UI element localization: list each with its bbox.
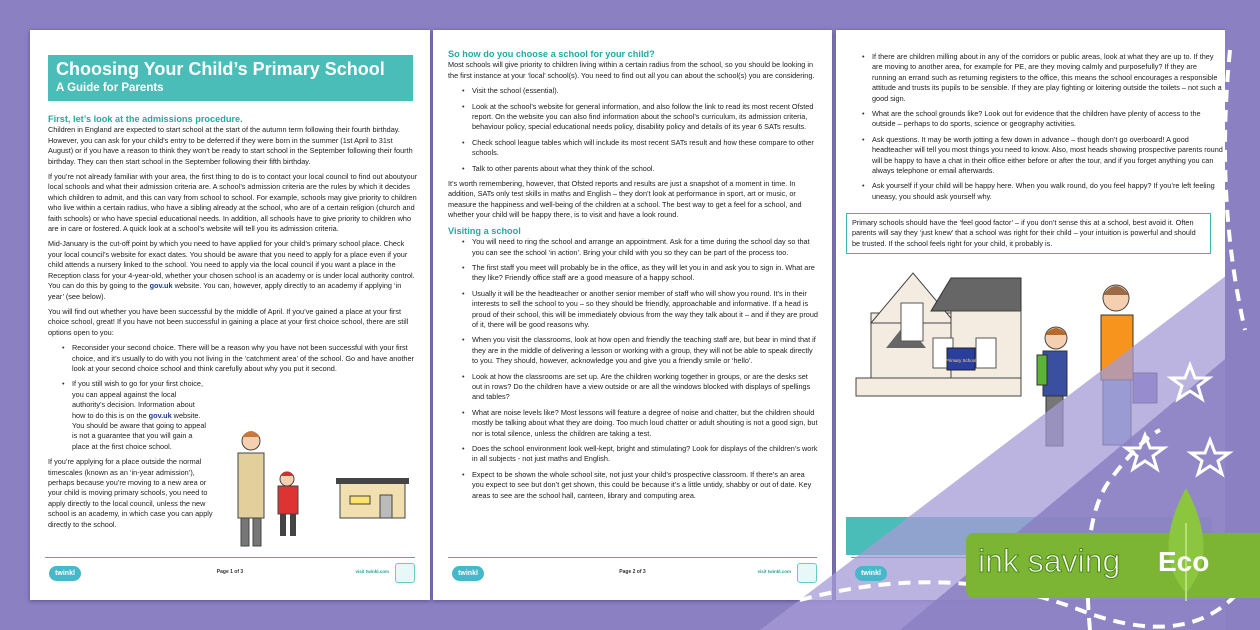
list-item: • Ask yourself if your child will be happy here. When you walk round, do you feel happy? If you’re left feeling uneasy, you should ask yourself why. (862, 181, 1223, 202)
paragraph: Children in England are expected to start school at the start of the autumn term following their fourth birthday. However, you can ask for your child’s entry to be deferred if they were born in the summer (1st April to 31st August) or if you have a reason to think they won’t be ready to start school in the September following their fourth birthday. They can then start school in the September following their fifth birthday. (48, 125, 413, 166)
gov-uk-link[interactable]: gov.uk (149, 281, 173, 291)
paragraph: If you’re applying for a place outside the normal timescales (known as an ‘in-year admission’), perhaps because you’re moving to a new area or your child is moving primary schools, you need to apply directly to the local council, unless the new school is an academy, in which case you can apply directly to the school. (48, 457, 213, 529)
section-heading: First, let’s look at the admissions procedure. (48, 114, 243, 124)
eco-label: Eco (1158, 546, 1210, 577)
list-item: • Look at how the classrooms are set up. Are the children working together in groups, or are the desks set out in rows? Do the children have a view outside or are all the windows blocked with displays of spellings and tables? (462, 372, 818, 403)
list-item: • Check school league tables which will include its most recent SATs result and how these compare to other schools. (462, 138, 818, 159)
text: website. You can, however, apply directly to an academy if applying ‘in year’ (see below). (48, 281, 402, 301)
list-item: • Ask questions. It may be worth jotting a few down in advance – though don’t go overboard! A good headteacher will tell you most things you need to know. Also, most heads showing prospective parents round will be happy to have a chat in their office either before or after the tour, and if you forget anything you can always telephone or email afterwards. (862, 135, 1223, 177)
paragraph: If you’re not already familiar with your area, the first thing to do is to contact your local council to find out aboutyour local schools and what their admission criteria are. A school’s admission criteria are the rules by which it decides which children to admit, and this can vary from school to school. For example, schools may give priority to children who live within a certain radius, who have a sibling already at the school, who are of a certain religion (church and faith schools) or who have special educational needs. In addition, all schools have to give priority to children who are in care or fostered. A quick look at a school’s website will tell you its admission criteria. (48, 172, 418, 234)
list-item: • Look at the school’s website for general information, and also follow the link to read its most recent Ofsted report. On the website you can also find information about the school’s curriculum, its admission criteria, behaviour policy, special educational needs policy, disability policy and details of its year 6 SATs results. (462, 102, 818, 133)
twinkl-logo: twinkl (49, 566, 81, 581)
text: If you still wish to go for your first choice, you can appeal against the local authority’s decision. Information about how to do this is on the (72, 379, 203, 420)
leaf-icon (1151, 483, 1221, 603)
list-item: • If there are children milling about in any of the corridors or public areas, look at what they are up to. If they are moving to another area, for example for PE, are they moving calmly and purposefully? If they are running an errand such as returning registers to the office, this means the school encourages a responsible attitude and trusts its pupils to be sensible. If they are play fighting or loitering outside the toilets – not such a good sign. (862, 52, 1223, 104)
list-item: • Talk to other parents about what they think of the school. (462, 164, 818, 174)
page-number: Page 2 of 3 (619, 569, 646, 575)
section-heading: Visiting a school (448, 225, 521, 236)
paragraph: It’s worth remembering, however, that Ofsted reports and results are just a snapshot of a moment in time. In addition, SATs only test skills in maths and English – they don’t look at performance in sport, art or music, or measure the happiness and well-being of the children at a school. The best way to get a feel for a school, and whether your child will be happy there, is to visit and have a look round. (448, 179, 802, 220)
list-item: • When you visit the classrooms, look at how open and friendly the teaching staff are, but bear in mind that if they are in the middle of delivering a lesson or working with a group, they will not be able to speak directly to you. They should, however, acknowledge you and give you a friendly smile or ‘hello’. (462, 335, 818, 366)
paragraph: You will find out whether you have been successful by the middle of April. If you’ve gained a place at your first choice school, great! If you have not been successful in gaining a place at your first choice school, there are still options open to you: (48, 306, 409, 337)
text: website. You should be aware that going to appeal is not a guarantee that you will gain a place at the first choice school. (72, 410, 207, 451)
list-item: • Does the school environment look well-kept, bright and stimulating? Look for displays of the children’s work in all subjects - not just maths and English. (462, 444, 818, 465)
paragraph: Most schools will give priority to children living within a certain radius from the school, so you should be looking in the first instance at your ‘local’ school(s). You need to find out all you can about the school(s) you are considering. (448, 60, 815, 80)
text: Mid-January is the cut-off point by which you need to have applied for your child’s primary school place. Check your local council’s website for exact dates. You should be aware that you need to apply for a place even if your child attends a nursery linked to the school. You need to apply via the local council if you want a place in the Reception class for your 4-year-old, whether your chosen school is an academy or is under local authority control. You can do this by going to the (48, 239, 415, 291)
page-number: Page 1 of 3 (216, 569, 244, 575)
section-heading: So how do you choose a school for your child? (448, 49, 655, 59)
list-item: • The first staff you meet will probably be in the office, as they will let you in and ask you to sign in. What are they like? Friendly office staff are a good measure of a happy school. (462, 263, 818, 284)
twinkl-logo: twinkl (855, 566, 887, 581)
twinkl-logo: twinkl (452, 566, 484, 581)
callout-text: Primary schools should have the ‘feel good factor’ – if you don’t sense this at a school, best avoid it. Often parents will say they ‘just knew’ that a school was right for their child – your intuition is powerful and should be trusted. If the school feels right for your child, it probably is. (852, 218, 1196, 248)
list-item: • Expect to be shown the whole school site, not just your child’s prospective classroom. If there’s an area you expect to see but don’t get shown, this could be because it’s a little untidy, shabby or out of date. Key areas to see are the school hall, canteen, library and computing area. (462, 470, 818, 501)
visit-link[interactable]: visit twinkl.com (757, 569, 791, 574)
list-item: • What are the school grounds like? Look out for evidence that the children have plenty of access to the outside – perhaps to do sports, science or geography activities. (862, 109, 1223, 130)
list-item: • What are noise levels like? Most lessons will feature a degree of noise and chatter, but the children should mostly be talking about what they are doing. Too much loud chatter or adult shouting is not a good sign, but nor is total silence, unless the children are taking a test. (462, 408, 818, 439)
list-item: • Reconsider your second choice. There will be a reason why you have not been successful with your first choice, and it’s usually to do with you not living in the ‘catchment area’ of the school. Go and have another look at your second choice school and think carefully about why you put it second. (62, 343, 418, 374)
visit-link[interactable]: visit twinkl.com (355, 569, 389, 574)
school-sign: Primary School (945, 358, 977, 363)
ink-saving-label: ink saving (978, 543, 1121, 579)
page-subtitle: A Guide for Parents (56, 82, 164, 94)
gov-uk-link[interactable]: gov.uk (148, 410, 172, 420)
list-item: • You will need to ring the school and arrange an appointment. Ask for a time during the school day so that you can see the school ‘in action’. Bring your child with you so they can be part of the process too. (462, 237, 818, 258)
list-item: • Usually it will be the headteacher or another senior member of staff who will show you round. It’s in their interests to sell the school to you – so they should be friendly, approachable and informative. If a head is proud of their school, this will be immediately obvious from the way they talk about it – and if they are proud of it, there will be good reasons why. (462, 289, 818, 331)
list-item: • Visit the school (essential). (462, 86, 818, 96)
page-title: Choosing Your Child’s Primary School (56, 59, 385, 79)
ink-saving-eco-badge (966, 533, 1260, 598)
